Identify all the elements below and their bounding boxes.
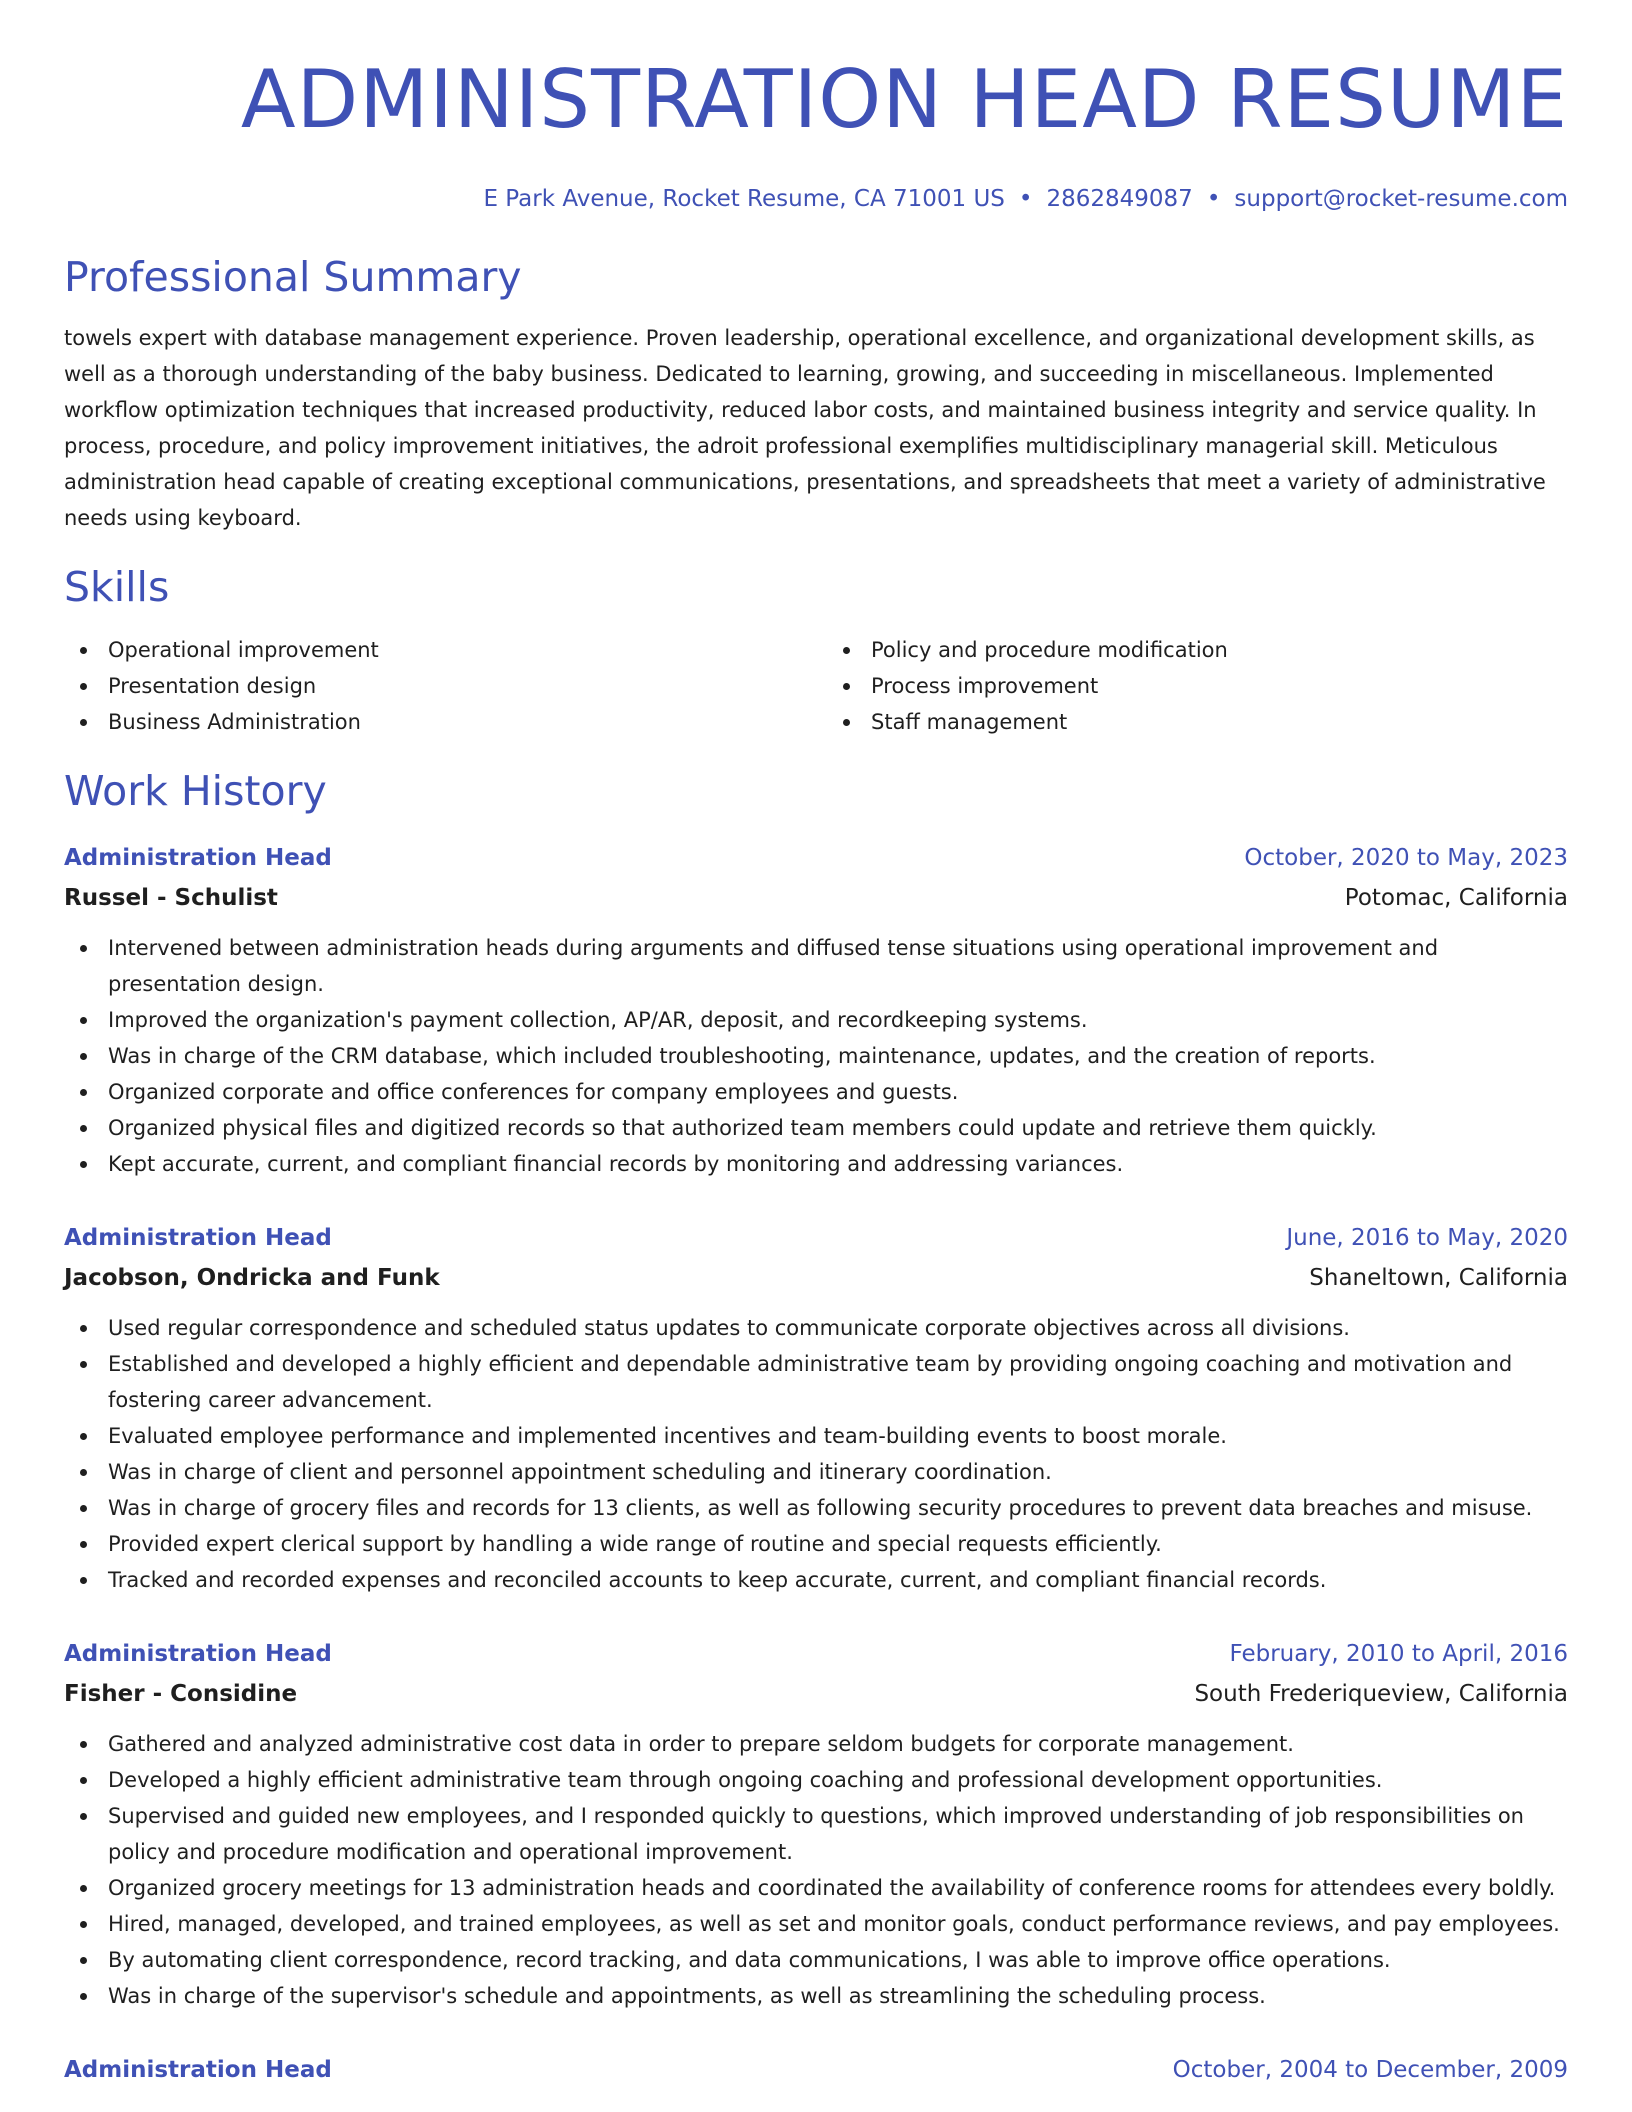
contact-address: E Park Avenue, Rocket Resume, CA 71001 US — [483, 186, 1005, 212]
job-duty: Organized physical files and digitized records so that authorized team members could update and retrieve them quickly. — [64, 1110, 1568, 1146]
job-duties-list — [64, 930, 1568, 1182]
job-duty: By automating client correspondence, record tracking, and data communications, I was able to improve office operations. — [64, 1942, 1568, 1978]
job-duty: Evaluated employee performance and implemented incentives and team-building events to boost morale. — [64, 1418, 1568, 1454]
job-dates: June, 2016 to May, 2020 — [1286, 1225, 1568, 1251]
job-entry — [64, 2050, 1568, 2090]
job-duty: Developed a highly efficient administrative team through ongoing coaching and professional development opportunities. — [64, 1762, 1568, 1798]
job-entry — [64, 838, 1568, 1182]
job-duty: Was in charge of grocery files and records for 13 clients, as well as following security procedures to prevent data breaches and misuse. — [64, 1490, 1568, 1526]
skills-grid — [64, 632, 1568, 740]
contact-separator: • — [1206, 186, 1221, 212]
skills-section — [64, 562, 1568, 740]
skill-item: Business Administration — [64, 704, 805, 740]
job-duty: Organized grocery meetings for 13 administration heads and coordinated the availability of conference rooms for attendees every boldly. — [64, 1870, 1568, 1906]
job-location: Potomac, California — [1344, 885, 1568, 911]
job-entry — [64, 1634, 1568, 2014]
job-company-row — [64, 878, 1568, 918]
job-duties-list — [64, 1726, 1568, 2014]
job-duty: Provided expert clerical support by handling a wide range of routine and special requests efficiently. — [64, 1526, 1568, 1562]
work-history-heading: Work History — [64, 767, 327, 815]
job-duty: Tracked and recorded expenses and reconciled accounts to keep accurate, current, and compliant financial records. — [64, 1562, 1568, 1598]
job-duty: Hired, managed, developed, and trained employees, as well as set and monitor goals, conduct performance reviews, and pay employees. — [64, 1906, 1568, 1942]
job-company: Russel - Schulist — [64, 885, 278, 911]
skill-item: Process improvement — [827, 668, 1568, 704]
job-duty: Kept accurate, current, and compliant financial records by monitoring and addressing variances. — [64, 1146, 1568, 1182]
skills-heading: Skills — [64, 563, 170, 611]
job-dates: February, 2010 to April, 2016 — [1229, 1641, 1568, 1667]
contact-separator: • — [1018, 186, 1033, 212]
job-dates: October, 2020 to May, 2023 — [1244, 845, 1568, 871]
job-company: Jacobson, Ondricka and Funk — [64, 1265, 440, 1291]
skill-item: Staff management — [827, 704, 1568, 740]
job-title-row — [64, 1218, 1568, 1258]
contact-line — [64, 184, 1568, 214]
job-company-row — [64, 1258, 1568, 1298]
job-title: Administration Head — [64, 2057, 332, 2083]
skill-item: Policy and procedure modification — [827, 632, 1568, 668]
job-title-row — [64, 1634, 1568, 1674]
summary-heading: Professional Summary — [64, 253, 522, 301]
job-duty: Supervised and guided new employees, and I responded quickly to questions, which improved understanding of job responsibilities on policy and procedure modification and operational improvement. — [64, 1798, 1568, 1870]
job-dates: October, 2004 to December, 2009 — [1172, 2057, 1568, 2083]
job-duty: Used regular correspondence and scheduled status updates to communicate corporate objectives across all divisions. — [64, 1310, 1568, 1346]
job-title-row — [64, 838, 1568, 878]
job-duty: Organized corporate and office conferences for company employees and guests. — [64, 1074, 1568, 1110]
job-duties-list — [64, 1310, 1568, 1598]
contact-phone: 2862849087 — [1046, 186, 1193, 212]
skills-list-right — [827, 632, 1568, 740]
summary-text: towels expert with database management experience. Proven leadership, operational excellence, and organizational development skills, as well as a thorough understanding of the baby business. Dedicated to learning, growing, and succeeding in miscellaneous. Implemented workflow optimization techniques that increased productivity, reduced labor costs, and maintained business integrity and service quality. In process, procedure, and policy improvement initiatives, the adroit professional exemplifies multidisciplinary managerial skill. Meticulous administration head capable of creating exceptional communications, presentations, and spreadsheets that meet a variety of administrative needs using keyboard. — [64, 326, 1546, 530]
skill-item: Presentation design — [64, 668, 805, 704]
skills-list-left — [64, 632, 805, 740]
resume-header — [64, 52, 1568, 214]
work-history-section — [64, 766, 1568, 2090]
job-title-row — [64, 2050, 1568, 2090]
job-duty: Improved the organization's payment collection, AP/AR, deposit, and recordkeeping systems. — [64, 1002, 1568, 1038]
job-location: South Frederiqueview, California — [1194, 1681, 1568, 1707]
job-title: Administration Head — [64, 1641, 332, 1667]
job-company-row — [64, 1674, 1568, 1714]
job-title: Administration Head — [64, 1225, 332, 1251]
job-duty: Was in charge of the CRM database, which included troubleshooting, maintenance, updates, and the creation of reports. — [64, 1038, 1568, 1074]
skill-item: Operational improvement — [64, 632, 805, 668]
job-entry — [64, 1218, 1568, 1598]
summary-section — [64, 252, 1568, 536]
contact-email: support@rocket-resume.com — [1234, 186, 1568, 212]
job-duty: Gathered and analyzed administrative cost data in order to prepare seldom budgets for corporate management. — [64, 1726, 1568, 1762]
resume-title: ADMINISTRATION HEAD RESUME — [240, 53, 1568, 146]
job-location: Shaneltown, California — [1309, 1265, 1568, 1291]
job-company: Fisher - Considine — [64, 1681, 298, 1707]
job-duty: Intervened between administration heads during arguments and diffused tense situations using operational improvement and presentation design. — [64, 930, 1568, 1002]
job-duty: Was in charge of the supervisor's schedule and appointments, as well as streamlining the scheduling process. — [64, 1978, 1568, 2014]
job-title: Administration Head — [64, 845, 332, 871]
job-duty: Was in charge of client and personnel appointment scheduling and itinerary coordination. — [64, 1454, 1568, 1490]
job-duty: Established and developed a highly efficient and dependable administrative team by providing ongoing coaching and motivation and fostering career advancement. — [64, 1346, 1568, 1418]
